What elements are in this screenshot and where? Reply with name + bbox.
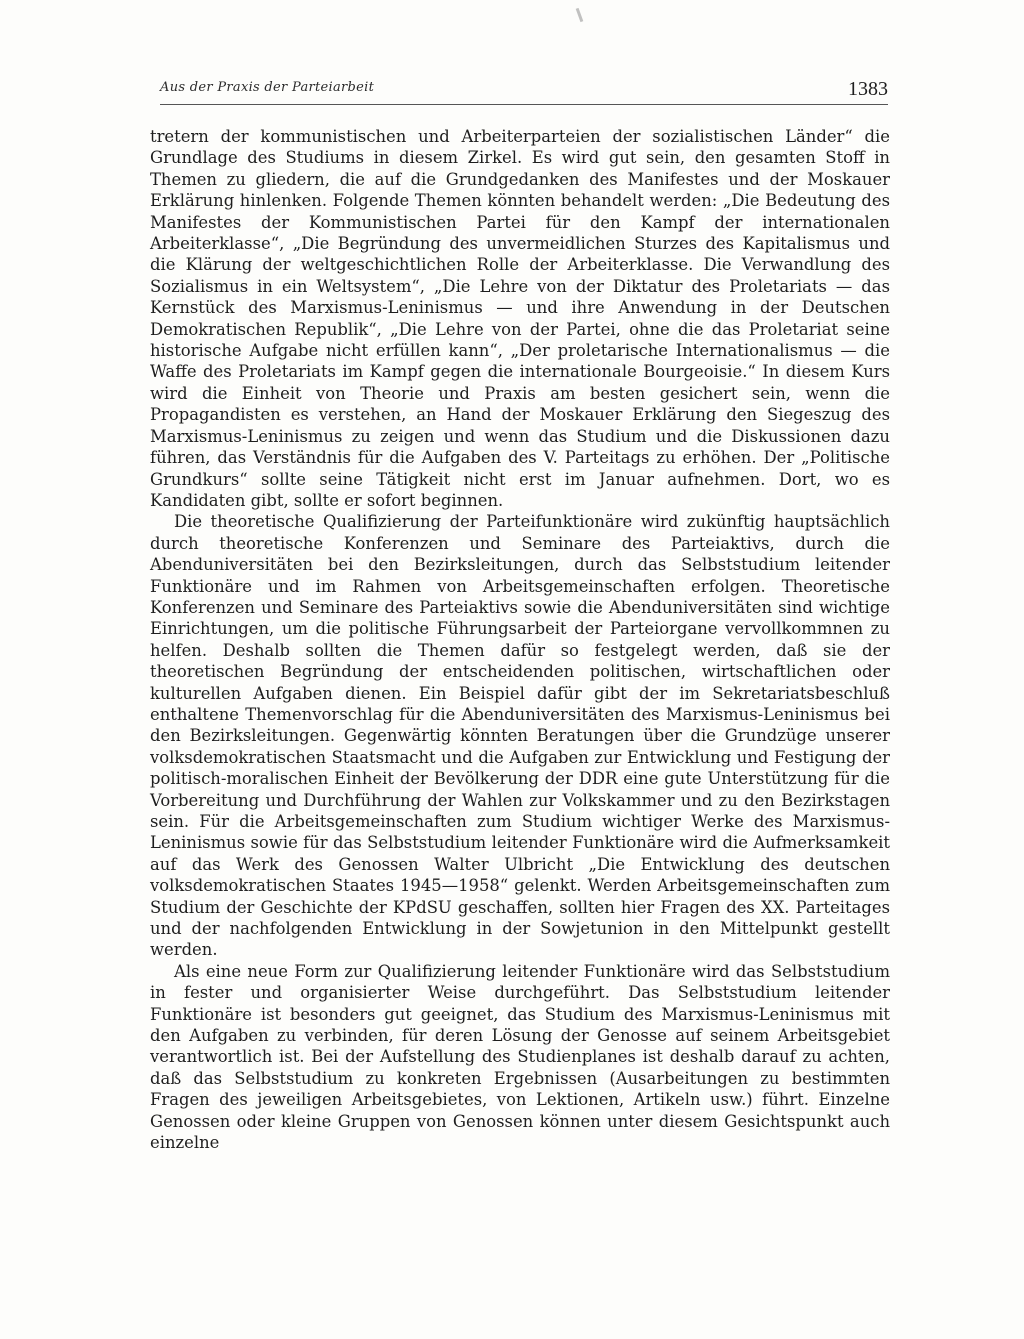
body-text xyxy=(150,126,890,1154)
scan-mark xyxy=(576,8,584,22)
paragraph-2: Die theoretische Qualifizierung der Parteifunktionäre wird zukünftig hauptsächlich durch theoretische Konferenzen und Seminare des Parteiaktivs, durch die Abenduniversitäten bei den Bezirksleitungen, durch das Selbststudium leitender Funktionäre und im Rahmen von Arbeitsgemeinschaften erfolgen. Theoretische Konferenzen und Seminare des Parteiaktivs sowie die Abenduniversitäten sind wichtige Einrichtungen, um die politische Führungsarbeit der Parteiorgane vervollkommnen zu helfen. Deshalb sollten die Themen dafür so festgelegt werden, daß sie der theoretischen Begründung der entscheidenden politischen, wirtschaftlichen oder kulturellen Aufgaben dienen. Ein Beispiel dafür gibt der im Sekretariatsbeschluß enthaltene Themenvorschlag für die Abenduniversitäten des Marxismus-Leninismus bei den Bezirksleitungen. Gegenwärtig könnten Beratungen über die Grundzüge unserer volksdemokratischen Staatsmacht und die Aufgaben zur Entwicklung und Festigung der politisch-moralischen Einheit der Bevölkerung der DDR eine gute Unterstützung für die Vorbereitung und Durchführung der Wahlen zur Volkskammer und zu den Bezirkstagen sein. Für die Arbeitsgemeinschaften zum Studium wichtiger Werke des Marxismus-Leninismus sowie für das Selbststudium leitender Funktionäre wird die Aufmerksamkeit auf das Werk des Genossen Walter Ulbricht „Die Entwicklung des deutschen volksdemokratischen Staates 1945—1958“ gelenkt. Werden Arbeitsgemeinschaften zum Studium der Geschichte der KPdSU geschaffen, sollten hier Fragen des XX. Parteitages und der nachfolgenden Entwicklung in der Sowjetunion in den Mittelpunkt gestellt werden. xyxy=(150,512,890,960)
running-head xyxy=(160,78,888,106)
running-title: Aus der Praxis der Parteiarbeit xyxy=(160,80,375,95)
page-number: 1383 xyxy=(848,78,888,100)
header-rule xyxy=(160,104,888,105)
paragraph-1: tretern der kommunistischen und Arbeiterparteien der sozialistischen Länder“ die Grundlage des Studiums in diesem Zirkel. Es wird gut sein, den gesamten Stoff in Themen zu gliedern, die auf die Grundgedanken des Manifestes und der Moskauer Erklärung hinlenken. Folgende Themen könnten behandelt werden: „Die Bedeutung des Manifestes der Kommunistischen Partei für den Kampf der internationalen Arbeiterklasse“, „Die Begründung des unvermeidlichen Sturzes des Kapitalismus und die Klärung der weltgeschichtlichen Rolle der Arbeiterklasse. Die Verwandlung des Sozialismus in ein Weltsystem“, „Die Lehre von der Diktatur des Proletariats — das Kernstück des Marxismus-Leninismus — und ihre Anwendung in der Deutschen Demokratischen Republik“, „Die Lehre von der Partei, ohne die das Proletariat seine historische Aufgabe nicht erfüllen kann“, „Der proletarische Internationalismus — die Waffe des Proletariats im Kampf gegen die internationale Bourgeoisie.“ In diesem Kurs wird die Einheit von Theorie und Praxis am besten gesichert sein, wenn die Propagandisten es verstehen, an Hand der Moskauer Erklärung den Siegeszug des Marxismus-Leninismus zu zeigen und wenn das Studium und die Diskussionen dazu führen, das Verständnis für die Aufgaben des V. Parteitags zu erhöhen. Der „Politische Grundkurs“ sollte seine Tätigkeit nicht erst im Januar aufnehmen. Dort, wo es Kandidaten gibt, sollte er sofort beginnen. xyxy=(150,127,890,510)
paragraph-3: Als eine neue Form zur Qualifizierung leitender Funktionäre wird das Selbststudium in fester und organisierter Weise durchgeführt. Das Selbststudium leitender Funktionäre ist besonders gut geeignet, das Studium des Marxismus-Leninismus mit den Aufgaben zu verbinden, für deren Lösung der Genosse auf seinem Arbeitsgebiet verantwortlich ist. Bei der Aufstellung des Studienplanes ist deshalb darauf zu achten, daß das Selbststudium zu konkreten Ergebnissen (Ausarbeitungen zu bestimmten Fragen des jeweiligen Arbeitsgebietes, von Lektionen, Artikeln usw.) führt. Einzelne Genossen oder kleine Gruppen von Genossen können unter diesem Gesichtspunkt auch einzelne xyxy=(150,961,890,1153)
